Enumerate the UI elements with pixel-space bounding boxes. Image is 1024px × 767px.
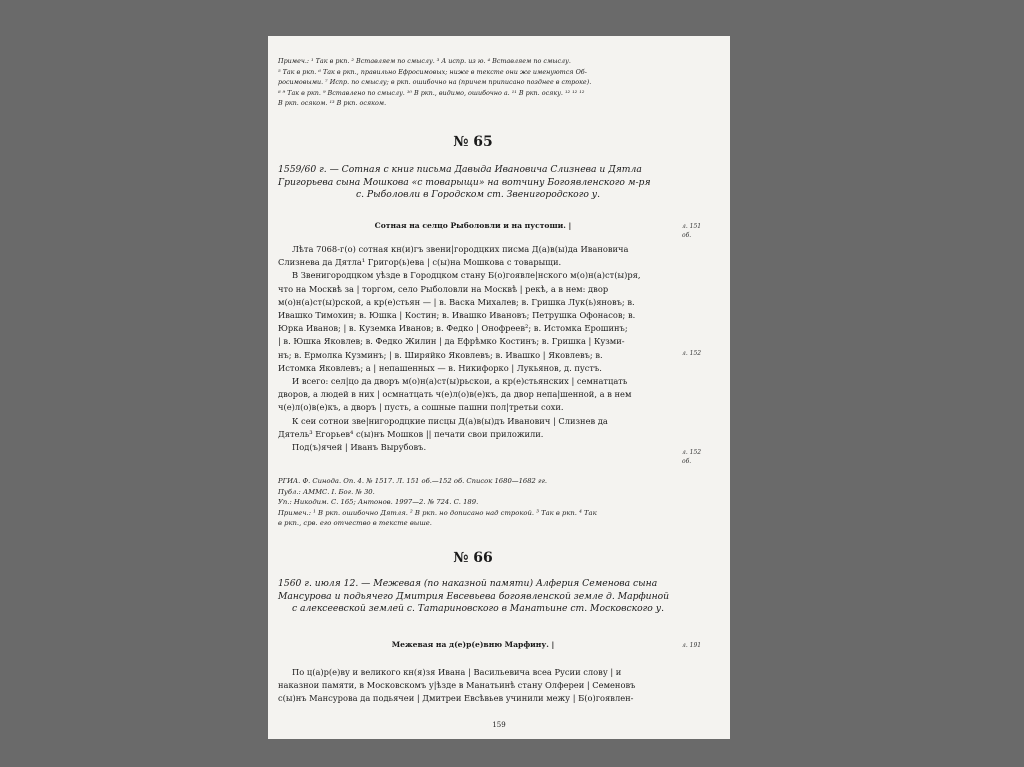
text-line: По ц(а)р(е)ву и великого кн(я)зя Ивана | Васильевича всеа Русии слову | и [292,667,622,677]
text-line: Юрка Иванов; | в. Куземка Иванов; в. Федко | Онофреев²; в. Истомка Ерошинъ; [278,323,628,334]
page-number: 159 [492,721,506,729]
text-line: что на Москвѣ за | торгом, село Рыболовли на Москвѣ | рекѣ, а в нем: двор [278,283,609,294]
caption-line: 1559/60 г. — Сотная с книг письма Давыда Ивановича Слизнева и Дятла [278,164,642,175]
document-66-subheading: Межевая на д(е)р(е)вню Марфину. | [391,640,555,649]
text-line: наказнои памяти, в Московскомъ у|ѣзде в Манатьинѣ стану Олфереи | Семеновъ [278,680,636,691]
footnote-line: росимовыми. ⁷ Испр. по смыслу; в ркп. ошибочно на (причем приписано позднее в строке). [278,78,592,87]
document-page [268,36,730,739]
text-line: В Звенигородцком уѣзде в Городцком стану Б(о)гоявле|нского м(о)н(а)ст(ы)ря, [292,270,641,281]
source-line: в ркп., срв. его отчество в тексте выше. [278,519,432,528]
text-line: Под(ъ)ячей | Иванъ Вырубовъ. [292,442,427,453]
footnotes-top [278,56,678,109]
document-number-65: № 65 [453,134,493,150]
text-line: | в. Юшка Яковлев; в. Федко Жилин | да Ефрѣмко Костинъ; в. Гришка | Кузми- [278,336,625,347]
source-line: Примеч.: ¹ В ркп. ошибочно Дятля. ² В ркп. но дописано над строкой. ³ Так в ркп. ⁴ Так [278,508,597,517]
footnote-line: ⁸ ⁹ Так в ркп. ⁹ Вставлено по смыслу. ¹⁰ В ркп., видимо, ошибочно а. ¹¹ В ркп. осяку. ¹² ¹² ¹² [278,88,585,97]
document-65-source [278,476,678,529]
text-line: И всего: сел|цо да дворъ м(о)н(а)ст(ы)рьскои, а кр(е)стьянских | семнатцать [292,376,628,387]
text-line: нъ; в. Ермолка Кузминъ; | в. Ширяйко Яковлевъ; в. Ивашко | Яковлевъ; в. [278,349,603,360]
document-number-66: № 66 [453,550,493,566]
text-line: Дятель³ Егорьев⁴ с(ы)нъ Мошков || печати свои приложили. [278,428,544,439]
source-line: РГИА. Ф. Синода. Оп. 4. № 1517. Л. 151 об.—152 об. Список 1680—1682 гг. [278,477,548,485]
document-66-caption [278,578,678,616]
document-66-body [278,666,678,706]
text-line: К сеи сотнои зве|нигородцкие писцы Д(а)в(ы)дъ Иванович | Слизнев да [292,415,608,426]
text-line: Слизнева да Дятла¹ Григор(ь)ева | с(ы)на Мошкова с товарыщи. [278,257,562,268]
footnote-line: В ркп. осяком. ¹³ В ркп. осяком. [278,99,387,108]
caption-line: Мансурова и подьячего Дмитрия Евсевьева богоявленской земле д. Марфиной [278,590,670,602]
margin-note: об. [682,458,692,465]
document-65-subheading: Сотная на селцо Рыболовли и на пустоши. | [374,221,572,230]
caption-line: с. Рыболовли в Городском ст. Звенигородского у. [355,189,601,201]
caption-line: с алексеевской землей с. Татариновского в Манатьине ст. Московского у. [291,603,665,615]
text-line: Истомка Яковлевъ; а | непашенных — в. Никифорко | Лукьянов, д. пустъ. [278,362,602,373]
margin-note: л. 191 [682,642,702,649]
text-line: ч(е)л(о)в(е)къ, а дворъ | пусть, а сошные пашни пол|третьи сохи. [278,402,564,413]
margin-note: об. [682,232,692,239]
source-line: Публ.: АММС. I. Бог. № 30. [278,487,375,496]
footnote-line: ⁵ Так в ркп. ⁶ Так в ркп., правильно Ефросимовых; ниже в тексте они же именуются Об- [278,67,587,76]
footnote-line: Примеч.: ¹ Так в ркп. ² Вставляем по смыслу. ³ А испр. из ю. ⁴ Вставляем по смыслу. [278,57,571,65]
margin-note: л. 152 [682,350,702,357]
text-line: дворов, а людей в них | осмнатцать ч(е)л(о)в(е)къ, да двор непа|шенной, а в нем [278,389,632,400]
document-65-caption [278,164,678,202]
text-line: м(о)н(а)ст(ы)рской, а кр(е)стьян — | в. Васка Михалев; в. Гришка Лук(ь)яновъ; в. [278,296,635,307]
caption-line: 1560 г. июля 12. — Межевая (по наказной памяти) Алферия Семенова сына [278,578,658,589]
text-line: Лѣта 7068-г(о) сотная кн(и)гъ звени|городцких писма Д(а)в(ы)да Ивановича [292,244,629,254]
caption-line: Григорьева сына Мошкова «с товарыщи» на вотчину Богоявленского м-ря [278,176,651,188]
margin-note: л. 152 [682,449,702,456]
margin-note: л. 151 [682,223,702,230]
source-line: Уп.: Никодим. С. 165; Антонов. 1997—2. № 724. С. 189. [278,498,479,507]
document-65-body [278,243,678,454]
text-line: Ивашко Тимохин; в. Юшка | Костин; в. Ивашко Ивановъ; Петрушка Офонасов; в. [278,310,636,321]
text-line: с(ы)нъ Мансурова да подьячеи | Дмитреи Евсѣвьев учинили межу | Б(о)гоявлен- [278,693,634,704]
